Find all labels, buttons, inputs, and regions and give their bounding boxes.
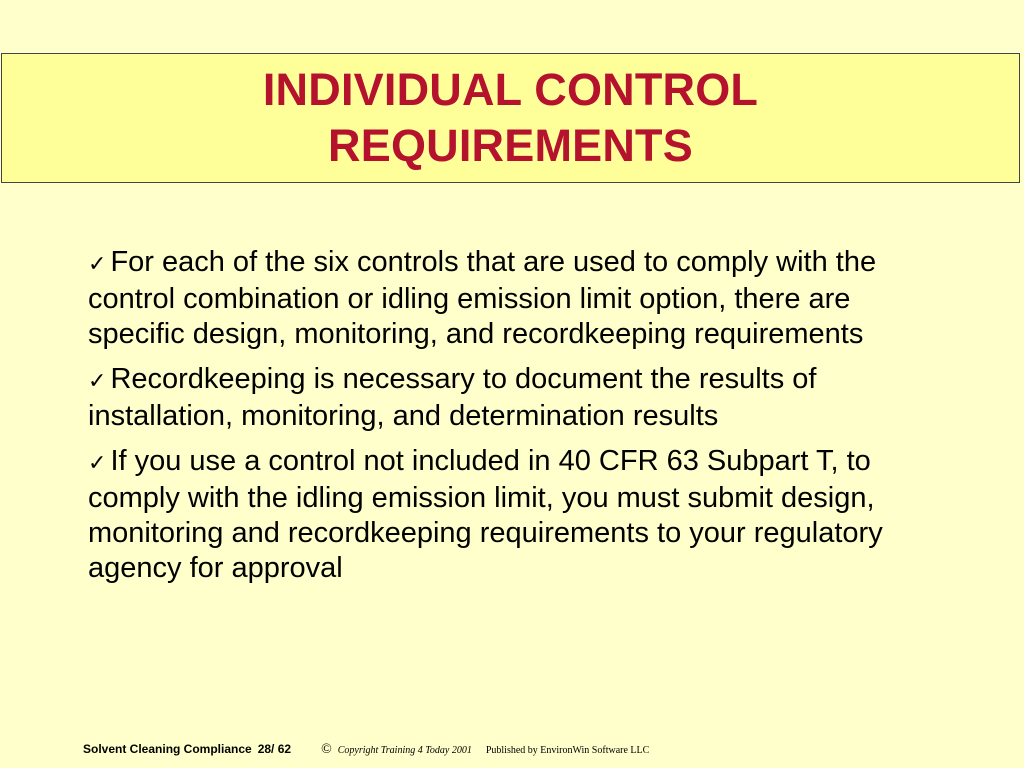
checkmark-icon: ✓ <box>88 252 107 277</box>
footer-course-title: Solvent Cleaning Compliance <box>83 742 252 756</box>
footer-page-number: 28/ 62 <box>257 742 292 756</box>
slide-title-line-1: INDIVIDUAL CONTROL <box>262 64 759 115</box>
bullet-item-2 <box>88 362 938 434</box>
footer-publisher: Published by EnvironWin Software LLC <box>485 745 650 756</box>
checkmark-icon: ✓ <box>88 369 107 394</box>
bullet-item-3 <box>88 444 938 586</box>
bullet-text-3: If you use a control not included in 40 CFR 63 Subpart T, to comply with the idling emission limit, you must submit design, monitoring and recordkeeping requirements to your regulatory agency for approval <box>88 445 883 584</box>
copyright-icon: © <box>321 742 332 757</box>
bullet-text-2: Recordkeeping is necessary to document the results of installation, monitoring, and determination results <box>88 363 817 432</box>
bullet-item-1 <box>88 245 938 352</box>
footer-copyright: Copyright Training 4 Today 2001 <box>337 745 472 756</box>
bullet-list <box>88 245 938 596</box>
checkmark-icon: ✓ <box>88 451 107 476</box>
title-box <box>1 53 1020 183</box>
bullet-text-1: For each of the six controls that are used to comply with the control combination or idling emission limit option, there are specific design, monitoring, and recordkeeping requirements <box>88 246 877 350</box>
slide-title-line-2: REQUIREMENTS <box>328 120 693 171</box>
slide-footer <box>83 742 649 760</box>
